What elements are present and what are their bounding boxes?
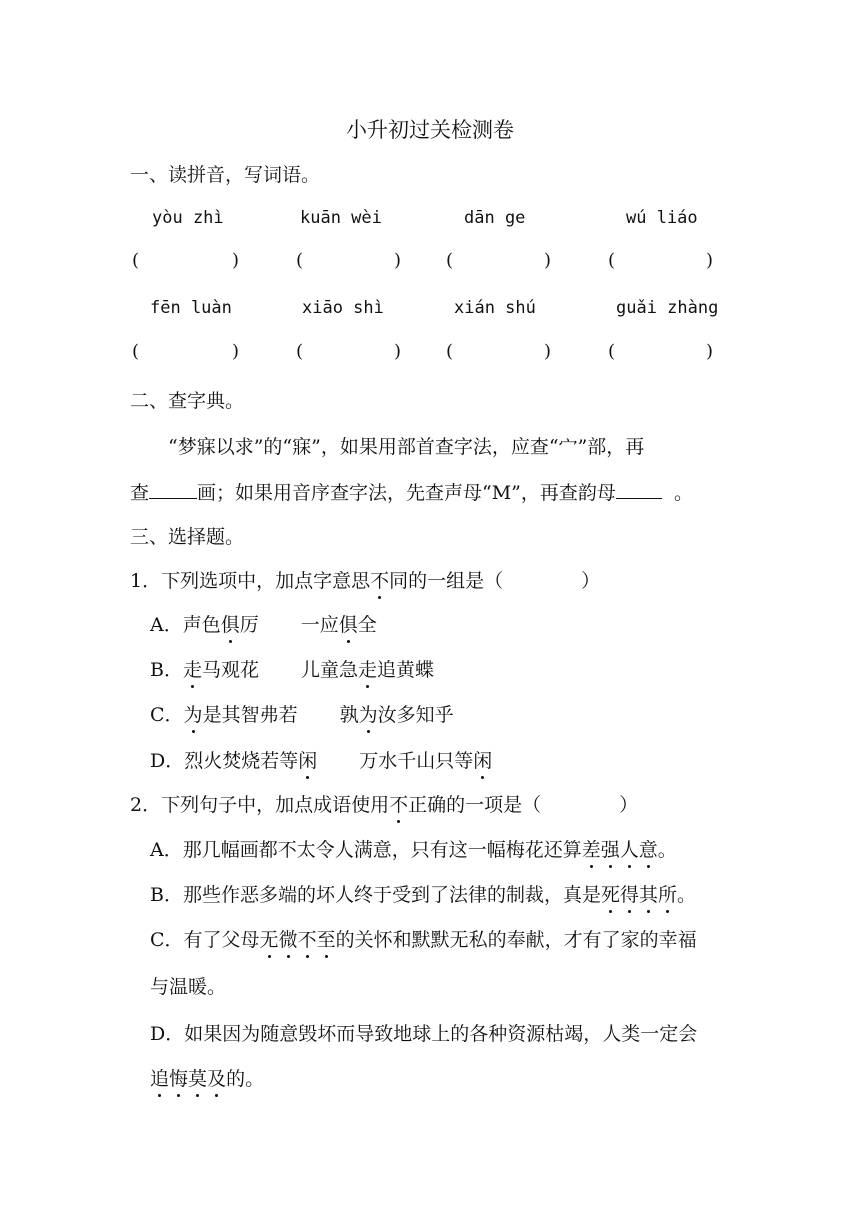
emphasis-char: 俱 [338,614,358,636]
emphasis-char: 不 [370,570,390,592]
text: 追黄蝶 [377,659,435,681]
emphasis-char: 闲 [473,750,493,772]
section2-line2 [130,478,693,505]
emphasis-char: 及 [207,1068,227,1090]
pinyin-4: wú liáo [626,208,698,228]
text: ） [581,570,601,592]
text: 万水千山只等 [359,750,474,772]
paren-open: ( [296,250,304,271]
emphasis-char: 走 [358,659,378,681]
emphasis-char: 得 [619,884,639,906]
emphasis-char: 悔 [169,1068,189,1090]
paren-open: ( [446,250,454,271]
paren-open: ( [608,250,616,271]
q1-option-a [150,610,377,637]
text: 全 [357,614,377,636]
emphasis-char: 闲 [298,750,318,772]
q1-option-c [150,700,454,727]
paren-close: ) [706,250,714,271]
emphasis-char: 走 [182,659,202,681]
emphasis-char: 死 [600,884,620,906]
text: 。 [657,839,677,861]
text: B． [150,659,183,681]
emphasis-char: 无 [259,929,279,951]
emphasis-char: 至 [316,929,336,951]
section2-line1: “梦寐以求”的“寐”，如果用部首查字法，应查“宀”部，再 [168,436,645,458]
pinyin-3: dān ge [464,208,526,228]
paren-open: ( [132,341,140,362]
paren-close: ) [232,341,240,362]
q2-option-c-line2: 与温暖。 [150,976,227,998]
paren-open: ( [446,341,454,362]
paren-close: ) [544,341,552,362]
q2-option-d: D．如果因为随意毁坏而导致地球上的各种资源枯竭，人类一定会 [150,1023,698,1045]
emphasis-char: 其 [639,884,659,906]
text: 画；如果用音序查字法，先查声母“M”，再查韵母 [197,482,616,504]
question-2-stem [130,790,638,817]
text: 1．下列选项中，加点字意思 [130,570,371,592]
text: 。 [674,482,694,504]
text: 一应 [300,614,339,636]
emphasis-char: 微 [278,929,298,951]
pinyin-8: guǎi zhàng [616,298,719,318]
emphasis-char: 不 [297,929,317,951]
pinyin-7: xián shú [454,298,536,318]
text: 2．下列句子中，加点成语使用 [130,794,390,816]
text: 。 [677,884,697,906]
text: 是其智弗若 [202,704,298,726]
paren-open: ( [608,341,616,362]
emphasis-char: 人 [619,839,639,861]
text: 儿童急 [301,659,359,681]
q1-option-b [150,655,434,682]
paren-close: ) [544,250,552,271]
pinyin-1: yòu zhì [152,208,224,228]
text: C． [150,704,184,726]
q2-option-a [150,835,677,862]
emphasis-char: 莫 [188,1068,208,1090]
text: 正确的一项是（ [408,794,542,816]
question-1-stem [130,566,600,593]
emphasis-char: 意 [638,839,658,861]
q1-option-d [150,746,492,773]
q2-option-b [150,880,696,907]
text: C．有了父母 [150,929,260,951]
answer-blank-vowel[interactable] [616,482,662,499]
page-title: 小升初过关检测卷 [346,118,514,142]
text: 的关怀和默默无私的奉献，才有了家的幸福 [335,929,697,951]
answer-blank-strokes[interactable] [149,482,197,499]
section2-heading: 二、查字典。 [130,390,245,412]
paren-close: ) [394,341,402,362]
emphasis-char: 强 [600,839,620,861]
paren-open: ( [296,341,304,362]
text: B．那些作恶多端的坏人终于受到了法律的制裁，真是 [150,884,601,906]
q2-option-d-line2 [150,1064,264,1091]
text: 马观花 [201,659,259,681]
text: 厉 [239,614,259,636]
text: 查 [130,482,150,504]
section3-heading: 三、选择题。 [130,526,245,548]
emphasis-char: 所 [658,884,678,906]
paren-close: ) [232,250,240,271]
text: 孰 [339,704,359,726]
pinyin-2: kuān wèi [300,208,382,228]
paren-open: ( [132,250,140,271]
text: A．那几幅画都不太令人满意，只有这一幅梅花还算 [150,839,582,861]
section1-heading: 一、读拼音，写词语。 [130,164,321,186]
text: D．烈火焚烧若等 [150,750,299,772]
text: ） [619,794,639,816]
emphasis-char: 不 [389,794,409,816]
text: 同的一组是（ [389,570,504,592]
paren-close: ) [706,341,714,362]
emphasis-char: 追 [150,1068,170,1090]
text: 汝多知乎 [377,704,454,726]
paren-close: ) [394,250,402,271]
emphasis-char: 差 [581,839,601,861]
q2-option-c [150,925,697,952]
emphasis-char: 为 [358,704,378,726]
emphasis-char: 为 [183,704,203,726]
emphasis-char: 俱 [220,614,240,636]
pinyin-5: fēn luàn [150,298,232,318]
text: A．声色 [150,614,221,636]
pinyin-6: xiāo shì [302,298,384,318]
text: 的。 [226,1068,265,1090]
